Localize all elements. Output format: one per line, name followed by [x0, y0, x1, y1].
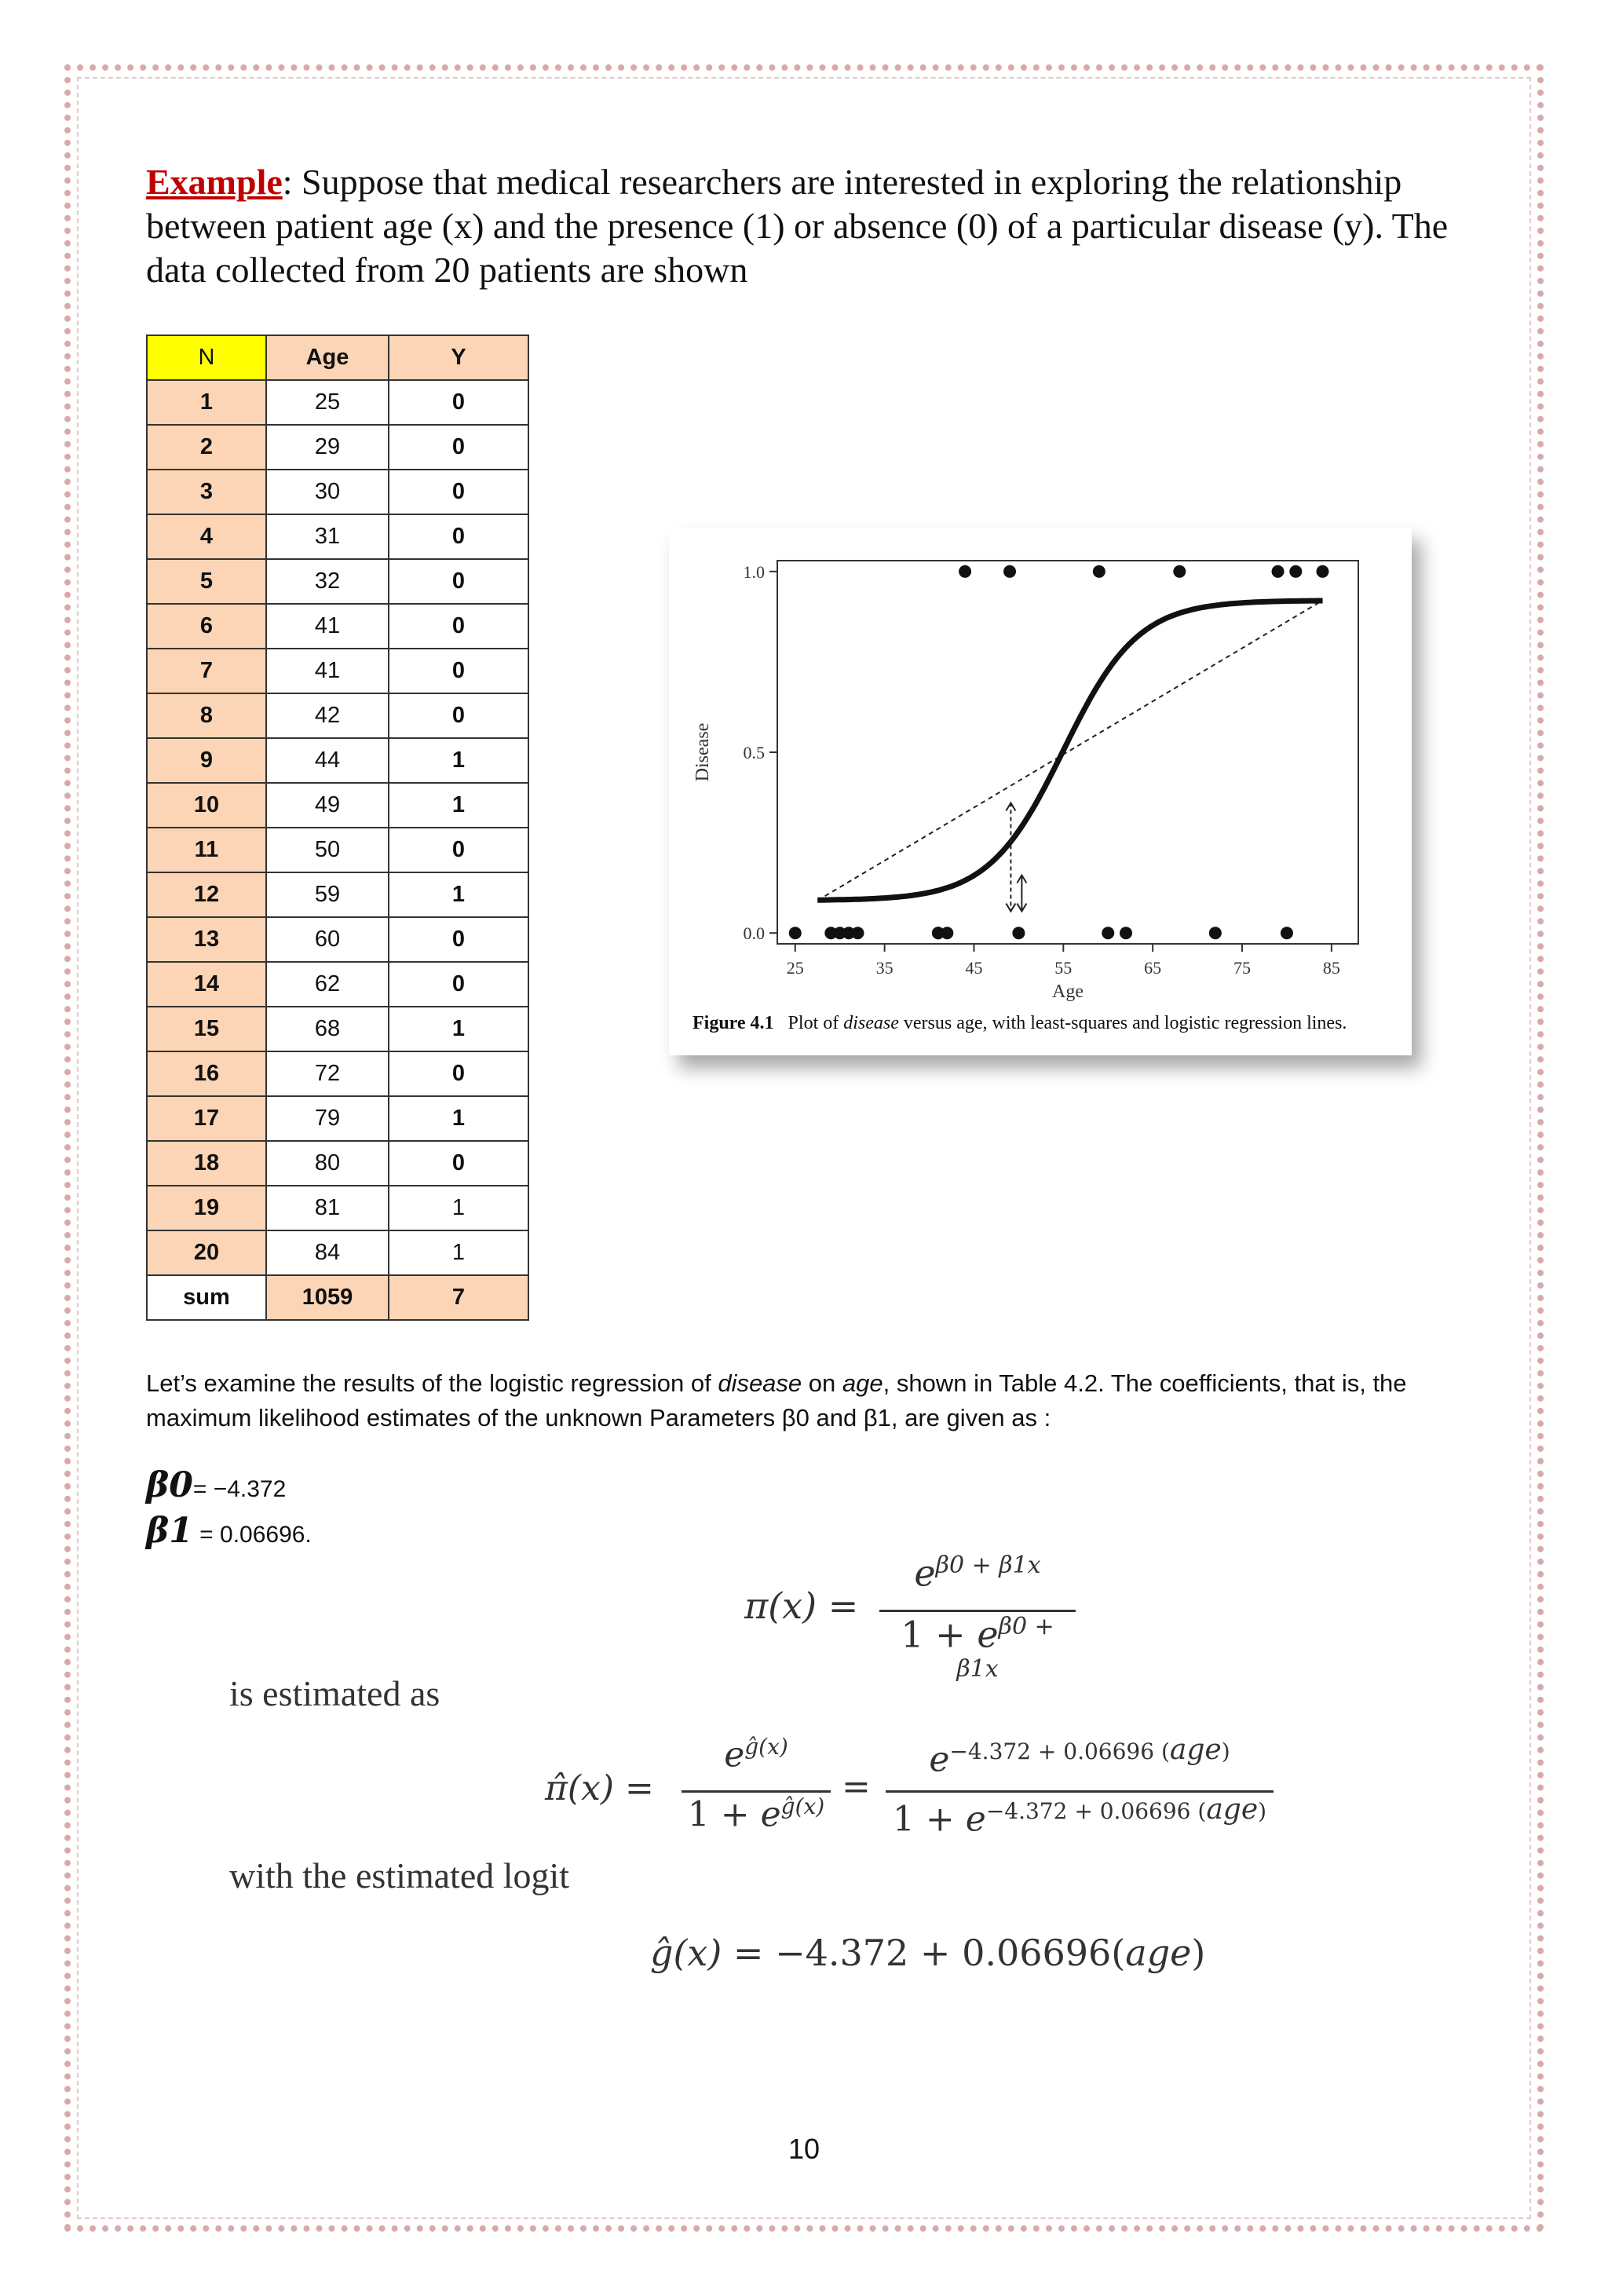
cell-n: 12	[147, 872, 266, 917]
logit-age: age	[1125, 1932, 1192, 1974]
logit-rest: = −4.372 + 0.06696(	[722, 1932, 1126, 1974]
pihat-fraction-bar-2	[886, 1790, 1274, 1793]
figure-4-1	[669, 528, 1412, 1055]
caption-em: disease	[843, 1013, 899, 1033]
scatter-chart	[669, 528, 1412, 1007]
cell-age: 59	[266, 872, 389, 917]
table-row	[147, 828, 528, 872]
data-point-y1	[1003, 565, 1016, 578]
pihat-den2-close: )	[1258, 1798, 1267, 1824]
x-tick-label: 35	[875, 958, 894, 978]
pi-fraction-bar	[879, 1610, 1076, 1612]
pi-num-e: e	[914, 1552, 936, 1595]
pihat-num2-exp: −4.372 + 0.06696 (	[949, 1738, 1170, 1764]
cell-age: 50	[266, 828, 389, 872]
table-row	[147, 604, 528, 649]
data-point-y0	[1012, 927, 1025, 939]
logit-formula: ĝ(x) = −4.372 + 0.06696(age)	[650, 1932, 1206, 1974]
page-number: 10	[788, 2133, 820, 2165]
para-em-age: age	[842, 1369, 883, 1397]
pihat-den2-one: 1 +	[892, 1799, 966, 1840]
table-row	[147, 1186, 528, 1230]
data-point-y1	[959, 565, 971, 578]
para-text-1: Let’s examine the results of the logistic regression of	[146, 1369, 718, 1397]
intro-paragraph	[146, 160, 1497, 292]
cell-y: 1	[389, 1007, 528, 1051]
cell-y: 0	[389, 380, 528, 425]
cell-y: 1	[389, 1186, 528, 1230]
cell-n: 6	[147, 604, 266, 649]
pihat-den2-e: e	[965, 1799, 986, 1840]
cell-n: 8	[147, 693, 266, 738]
data-point-y0	[789, 927, 802, 939]
caption-post: versus age, with least-squares and logistic regression lines.	[898, 1013, 1347, 1033]
x-tick-label: 75	[1233, 958, 1251, 978]
table-row	[147, 1007, 528, 1051]
cell-n: 16	[147, 1051, 266, 1096]
cell-y: 0	[389, 917, 528, 962]
cell-age: 30	[266, 470, 389, 514]
cell-y: 0	[389, 1141, 528, 1186]
table-row	[147, 693, 528, 738]
cell-age: 72	[266, 1051, 389, 1096]
x-tick-label: 55	[1054, 958, 1073, 978]
cell-y: 0	[389, 693, 528, 738]
pihat-den1-exp: ĝ(x)	[780, 1793, 825, 1819]
data-point-y0	[1209, 927, 1222, 939]
cell-n: 4	[147, 514, 266, 559]
cell-n: 20	[147, 1230, 266, 1275]
cell-age: 79	[266, 1096, 389, 1141]
pihat-num1-e: e	[724, 1735, 745, 1775]
cell-n: 10	[147, 783, 266, 828]
with-logit-text: with the estimated logit	[229, 1855, 570, 1896]
figure-caption	[693, 1013, 1399, 1034]
cell-n: 11	[147, 828, 266, 872]
cell-n: 7	[147, 649, 266, 693]
table-sum-row	[147, 1275, 528, 1320]
pi-den-exp: β0 + β1x	[956, 1613, 1054, 1684]
pihat-equals: =	[842, 1767, 871, 1807]
table-row	[147, 380, 528, 425]
cell-n: 18	[147, 1141, 266, 1186]
pihat-num1-exp: ĝ(x)	[744, 1734, 788, 1760]
cell-y: 1	[389, 872, 528, 917]
cell-age: 31	[266, 514, 389, 559]
cell-n: 2	[147, 425, 266, 470]
table-row	[147, 1096, 528, 1141]
cell-y: 0	[389, 1051, 528, 1096]
cell-n: 3	[147, 470, 266, 514]
header-age: Age	[266, 335, 389, 380]
sum-y: 7	[389, 1275, 528, 1320]
pihat-num2-age: age	[1169, 1734, 1222, 1766]
y-tick-label: 0.0	[743, 923, 765, 944]
cell-y: 0	[389, 470, 528, 514]
x-axis-label: Age	[1052, 982, 1084, 1002]
table-row	[147, 470, 528, 514]
pihat-lhs-text: π̂(x) =	[545, 1768, 654, 1808]
cell-y: 0	[389, 604, 528, 649]
pihat-den1-one: 1 +	[687, 1794, 761, 1835]
pihat-num-2	[886, 1734, 1274, 1780]
cell-y: 1	[389, 1230, 528, 1275]
data-point-y0	[1281, 927, 1293, 939]
pi-num-exp: β0 + β1x	[935, 1552, 1041, 1579]
results-paragraph	[146, 1366, 1497, 1435]
table-row	[147, 917, 528, 962]
para-text-3: , shown in Table 4.2. The coefficients, that is, the maximum likelihood estimates of the unknown Parameters β0 and β1, are given as :	[146, 1369, 1407, 1431]
pihat-num-1	[682, 1734, 831, 1775]
x-tick-label: 45	[965, 958, 983, 978]
pihat-num2-e: e	[929, 1739, 950, 1780]
table-row	[147, 514, 528, 559]
arrowhead-up	[1006, 803, 1015, 810]
table-row	[147, 1230, 528, 1275]
cell-age: 44	[266, 738, 389, 783]
pihat-den2-exp: −4.372 + 0.06696 (	[985, 1798, 1207, 1824]
cell-age: 42	[266, 693, 389, 738]
y-tick-label: 1.0	[743, 561, 765, 582]
cell-y: 1	[389, 783, 528, 828]
y-axis-label: Disease	[693, 722, 713, 782]
cell-y: 0	[389, 828, 528, 872]
table-row	[147, 872, 528, 917]
logit-close: )	[1191, 1932, 1206, 1974]
example-label: Example	[146, 162, 283, 202]
table-row	[147, 1141, 528, 1186]
para-em-disease: disease	[718, 1369, 802, 1397]
data-point-y1	[1093, 565, 1106, 578]
data-point-y1	[1316, 565, 1328, 578]
sum-age: 1059	[266, 1275, 389, 1320]
beta1-value: = 0.06696.	[192, 1522, 312, 1548]
pihat-fraction-bar-1	[682, 1790, 831, 1793]
cell-age: 29	[266, 425, 389, 470]
cell-age: 84	[266, 1230, 389, 1275]
y-tick-label: 0.5	[743, 743, 765, 762]
table-row	[147, 649, 528, 693]
cell-n: 19	[147, 1186, 266, 1230]
cell-age: 41	[266, 649, 389, 693]
data-point-y1	[1272, 565, 1285, 578]
estimated-as-text: is estimated as	[229, 1673, 440, 1713]
table-row	[147, 1051, 528, 1096]
cell-y: 0	[389, 962, 528, 1007]
caption-label: Figure 4.1	[693, 1013, 774, 1033]
patient-data-table	[146, 335, 529, 1321]
beta1-line	[146, 1511, 312, 1551]
cell-age: 81	[266, 1186, 389, 1230]
cell-y: 0	[389, 559, 528, 604]
table-header-row	[147, 335, 528, 380]
cell-n: 9	[147, 738, 266, 783]
pi-lhs-text: π(x) =	[744, 1585, 859, 1627]
cell-y: 1	[389, 738, 528, 783]
plot-frame	[777, 561, 1358, 944]
x-tick-label: 25	[786, 958, 804, 978]
pihat-den1-e: e	[760, 1794, 781, 1835]
cell-n: 5	[147, 559, 266, 604]
cell-age: 68	[266, 1007, 389, 1051]
x-tick-label: 65	[1144, 958, 1162, 978]
cell-y: 1	[389, 1096, 528, 1141]
x-tick-label: 85	[1322, 958, 1340, 978]
table-row	[147, 559, 528, 604]
cell-y: 0	[389, 425, 528, 470]
beta1-symbol: β1	[146, 1511, 193, 1551]
intro-text: : Suppose that medical researchers are interested in exploring the relationship between patient age (x) and the presence (1) or absence (0) of a particular disease (y). The data collected from 20 patients are shown	[146, 162, 1449, 290]
cell-n: 14	[147, 962, 266, 1007]
beta0-value: = −4.372	[192, 1476, 287, 1502]
cell-age: 80	[266, 1141, 389, 1186]
para-text-2: on	[802, 1369, 842, 1397]
cell-age: 25	[266, 380, 389, 425]
data-point-y0	[1120, 927, 1132, 939]
table-row	[147, 425, 528, 470]
header-n: N	[147, 335, 266, 380]
pi-den-one: 1 +	[901, 1613, 978, 1656]
data-point-y0	[851, 927, 864, 939]
data-point-y1	[1289, 565, 1302, 578]
data-point-y0	[941, 927, 953, 939]
cell-n: 17	[147, 1096, 266, 1141]
sum-label: sum	[147, 1275, 266, 1320]
cell-age: 32	[266, 559, 389, 604]
beta0-symbol: β0	[146, 1465, 193, 1505]
pihat-lhs	[545, 1768, 654, 1808]
pi-formula-denominator	[879, 1613, 1076, 1698]
cell-age: 49	[266, 783, 389, 828]
cell-y: 0	[389, 649, 528, 693]
cell-y: 0	[389, 514, 528, 559]
pihat-num2-close: )	[1221, 1738, 1230, 1764]
pi-formula-lhs	[744, 1585, 858, 1627]
least-squares-line	[817, 601, 1322, 901]
pihat-den2-age: age	[1206, 1793, 1259, 1826]
pi-den-e: e	[977, 1613, 999, 1656]
cell-age: 62	[266, 962, 389, 1007]
cell-n: 15	[147, 1007, 266, 1051]
pihat-den-1	[682, 1793, 831, 1835]
caption-pre: Plot of	[788, 1013, 844, 1033]
data-point-y1	[1173, 565, 1186, 578]
beta0-line	[146, 1465, 286, 1505]
data-point-y0	[1102, 927, 1114, 939]
table-row	[147, 783, 528, 828]
table-row	[147, 738, 528, 783]
table-row	[147, 962, 528, 1007]
pi-formula-numerator	[879, 1552, 1076, 1594]
cell-n: 13	[147, 917, 266, 962]
header-y: Y	[389, 335, 528, 380]
cell-age: 60	[266, 917, 389, 962]
cell-age: 41	[266, 604, 389, 649]
pihat-den-2	[886, 1793, 1274, 1840]
cell-n: 1	[147, 380, 266, 425]
